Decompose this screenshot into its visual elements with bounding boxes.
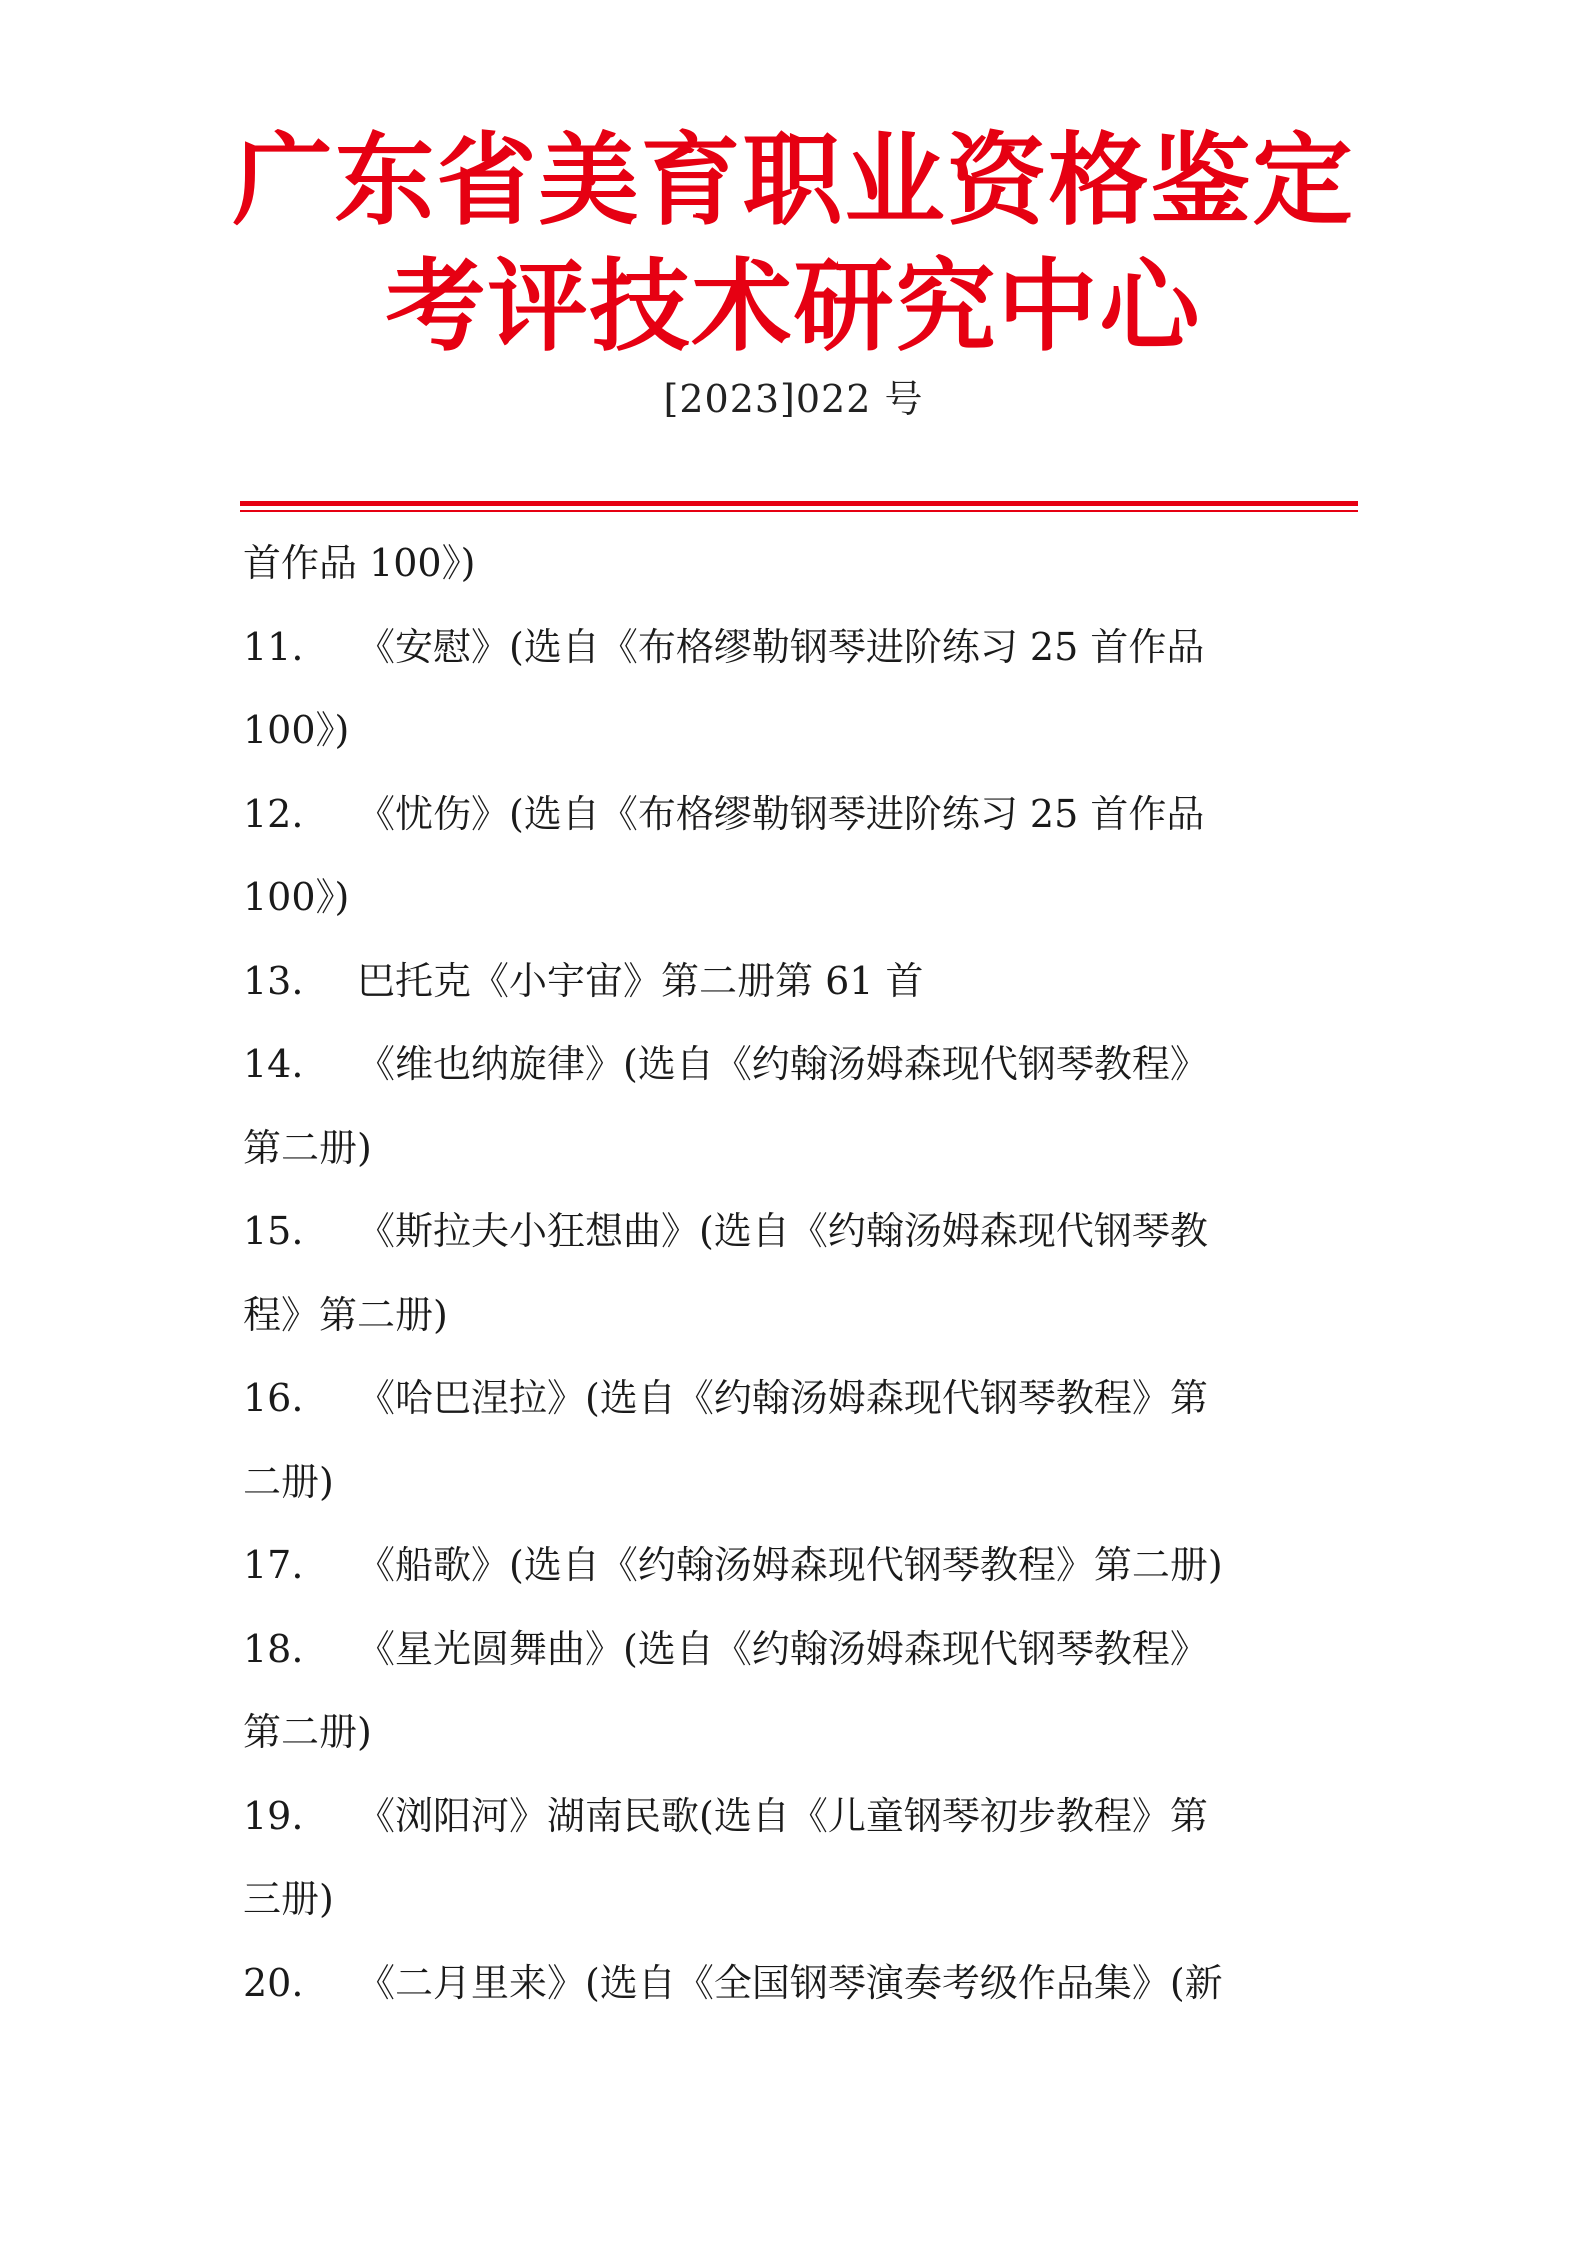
red-divider-thick	[240, 501, 1358, 506]
list-item: 12. 《忧伤》(选自《布格缪勒钢琴进阶练习 25 首作品	[243, 773, 1363, 857]
list-item-number: 19.	[243, 1793, 304, 1838]
list-item-continuation: 二册)	[243, 1459, 334, 1504]
list-item-continuation: 第二册)	[243, 1125, 372, 1170]
list-item-continuation: 100》)	[243, 708, 350, 752]
list-item-number: 17.	[243, 1543, 304, 1587]
list-item: 19. 《浏阳河》湖南民歌(选自《儿童钢琴初步教程》第	[243, 1775, 1363, 1859]
list-item-continuation: 三册)	[243, 1877, 334, 1921]
list-item-number: 15.	[243, 1209, 304, 1253]
list-item-number: 14.	[243, 1042, 304, 1086]
document-header	[0, 118, 1587, 370]
list-item: 16. 《哈巴涅拉》(选自《约翰汤姆森现代钢琴教程》第	[243, 1357, 1363, 1441]
red-divider-thin	[240, 510, 1358, 512]
list-item-number: 16.	[243, 1376, 304, 1420]
list-item: 13. 巴托克《小宇宙》第二册第 61 首	[243, 940, 1363, 1024]
list-item-continuation: 第二册)	[243, 1710, 372, 1754]
list-item-number: 13.	[243, 958, 304, 1003]
list-item: 14. 《维也纳旋律》(选自《约翰汤姆森现代钢琴教程》	[243, 1023, 1363, 1107]
list-item: 11. 《安慰》(选自《布格缪勒钢琴进阶练习 25 首作品	[243, 606, 1363, 690]
document-number: [2023]022 号	[663, 377, 924, 421]
document-body	[243, 522, 1363, 2025]
list-item: 18. 《星光圆舞曲》(选自《约翰汤姆森现代钢琴教程》	[243, 1608, 1363, 1692]
org-title-line-1: 广东省美育职业资格鉴定	[232, 122, 1355, 239]
list-item-continuation: 程》第二册)	[243, 1292, 448, 1337]
list-item-number: 20.	[243, 1960, 304, 2005]
list-item-number: 12.	[243, 791, 304, 836]
list-item-continuation: 首作品 100》)	[243, 541, 476, 585]
list-item: 20. 《二月里来》(选自《全国钢琴演奏考级作品集》(新	[243, 1942, 1363, 2026]
list-item-number: 18.	[243, 1626, 304, 1671]
list-item: 15. 《斯拉夫小狂想曲》(选自《约翰汤姆森现代钢琴教	[243, 1190, 1363, 1274]
list-item-continuation: 100》)	[243, 875, 350, 919]
list-item-number: 11.	[243, 624, 304, 669]
list-item: 17. 《船歌》(选自《约翰汤姆森现代钢琴教程》第二册)	[243, 1524, 1363, 1608]
org-title-line-2: 考评技术研究中心	[385, 248, 1202, 365]
